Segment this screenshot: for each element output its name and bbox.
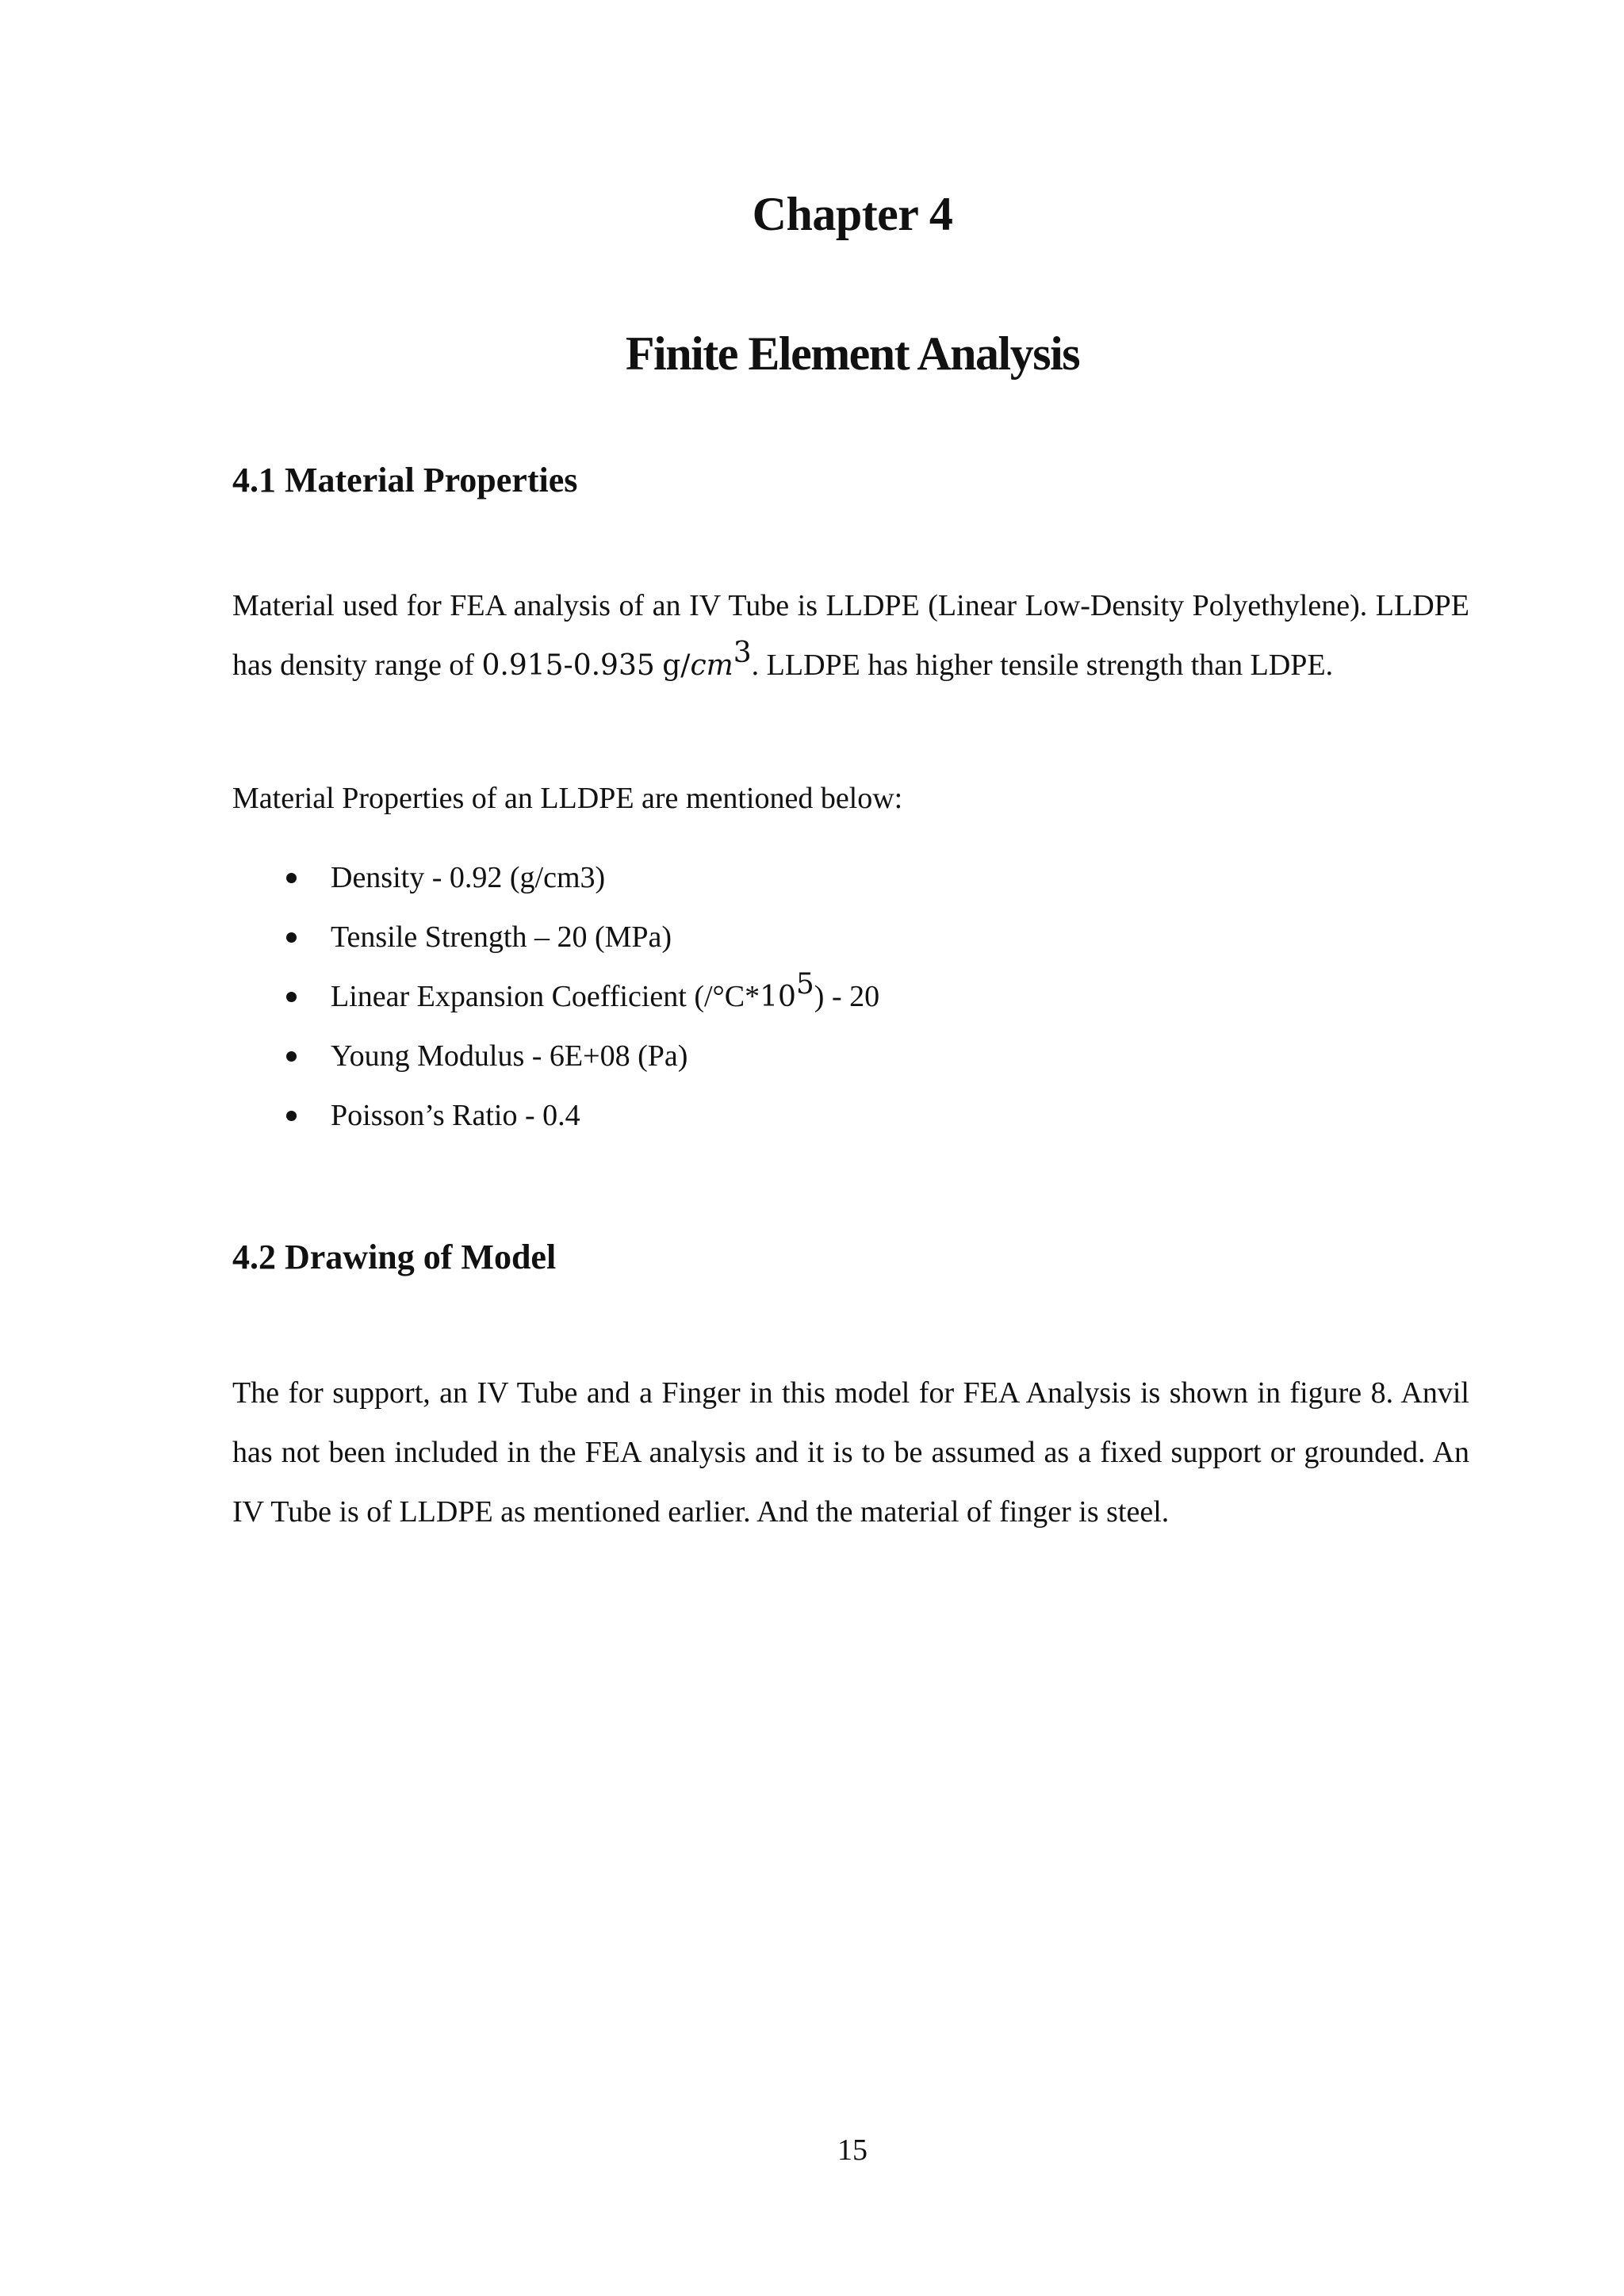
list-item-text: Young Modulus - 6E+08 (Pa) <box>331 1039 688 1073</box>
density-unit-exponent: 3 <box>733 637 752 669</box>
list-item-density <box>232 848 879 908</box>
list-item-text: Tensile Strength – 20 (MPa) <box>331 920 672 954</box>
density-unit-cm: cm <box>690 649 733 682</box>
page-number: 15 <box>837 2133 868 2167</box>
bullet-icon <box>286 1051 297 1062</box>
chapter-subtitle: Finite Element Analysis <box>625 327 1080 380</box>
expansion-base: 10 <box>760 981 796 1013</box>
list-item-text: Linear Expansion Coefficient (/°C* <box>331 980 760 1013</box>
density-range: 0.915-0.935 <box>481 649 655 682</box>
list-item-text-end: ) - 20 <box>814 980 880 1013</box>
chapter-title: Chapter 4 <box>752 188 953 240</box>
list-item-text: Density - 0.92 (g/cm3) <box>331 861 606 894</box>
list-item-poisson-ratio <box>232 1086 879 1146</box>
properties-intro-paragraph: Material Properties of an LLDPE are mentioned below: <box>232 782 903 815</box>
bullet-icon <box>286 873 297 883</box>
list-item-tensile-strength <box>232 908 879 967</box>
bullet-icon <box>286 1111 297 1121</box>
section-heading-drawing-of-model: 4.2 Drawing of Model <box>232 1238 557 1276</box>
expansion-exponent: 5 <box>795 968 814 1001</box>
section-heading-material-properties: 4.1 Material Properties <box>232 461 578 499</box>
bullet-icon <box>286 932 297 943</box>
material-text-intro: Material used for FEA analysis of an IV Tube is LLDPE (Linear Low-Density Polyethylene). LLDPE has density range of <box>232 589 1469 682</box>
material-paragraph <box>232 576 1469 695</box>
bullet-icon <box>286 992 297 1002</box>
material-text-outro: . LLDPE has higher tensile strength than LDPE. <box>751 649 1334 682</box>
properties-list <box>232 848 879 1146</box>
list-item-text: Poisson’s Ratio - 0.4 <box>331 1099 580 1132</box>
density-unit-g: g/ <box>662 649 691 682</box>
list-item-young-modulus <box>232 1027 879 1086</box>
list-item-expansion-coefficient <box>232 967 879 1027</box>
model-paragraph: The for support, an IV Tube and a Finger in this model for FEA Analysis is shown in figure 8. Anvil has not been included in the FEA analysis and it is to be assumed as a fixed support or grounded. An IV Tube is of LLDPE as mentioned earlier. And the material of finger is steel. <box>232 1376 1469 1529</box>
